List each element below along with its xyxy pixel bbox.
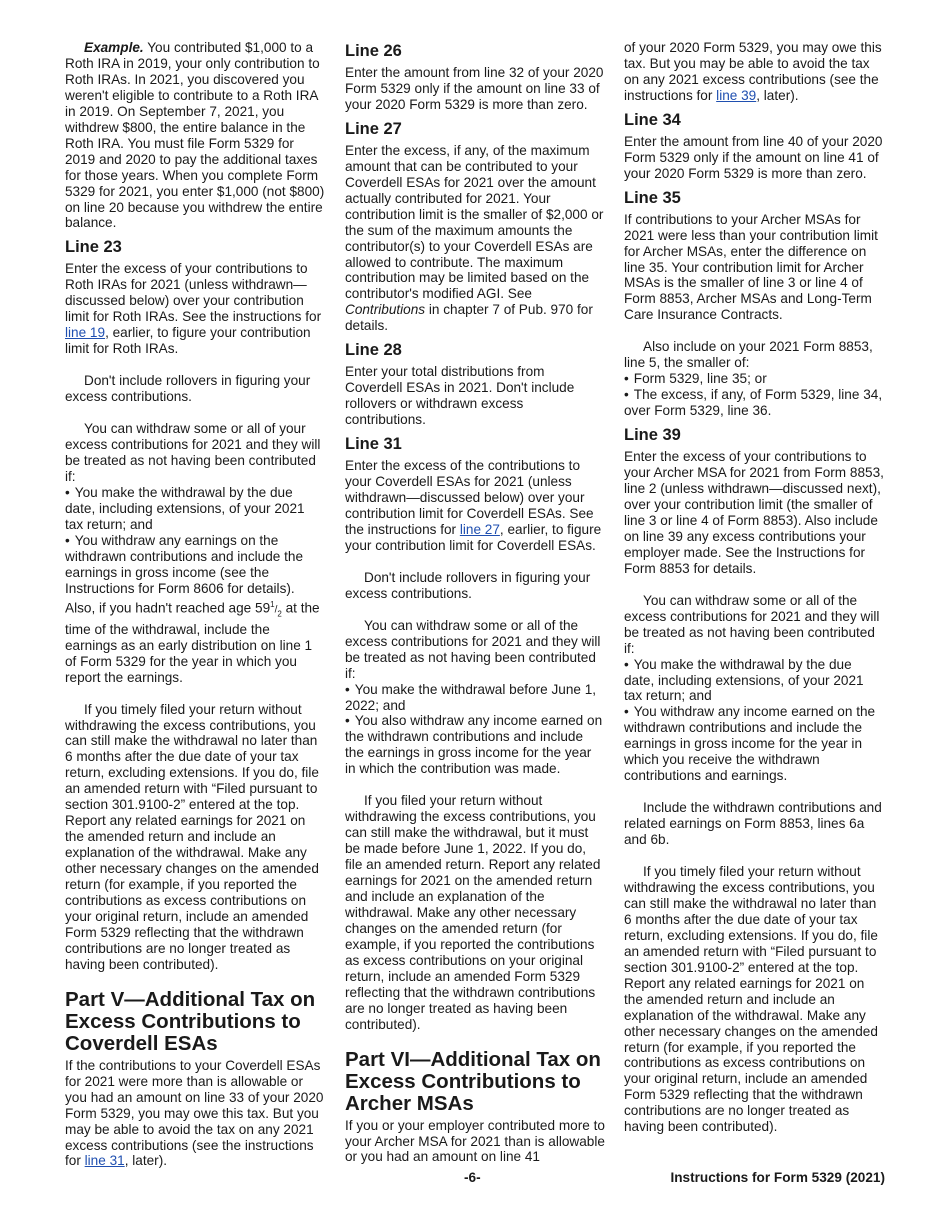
heading-line-27: Line 27 xyxy=(345,119,402,138)
bullet-item: • The excess, if any, of Form 5329, line 34, over Form 5329, line 36. xyxy=(624,387,883,419)
bullet-icon: • xyxy=(345,713,350,729)
heading-line-26: Line 26 xyxy=(345,42,402,60)
column-1 xyxy=(65,40,325,1169)
bullet-item: • You withdraw any earnings on the withdrawn contributions and include the earnings in gross income (see the Instructions for Form 8606 for details). Also, if you hadn't reached age $59^1/_2$ at the time of the withdrawal, include the earnings as an early distribution on line 1 of Form 5329 for the year in which you report the earnings. xyxy=(65,532,320,685)
bullet-item: • Form 5329, line 35; or xyxy=(624,371,767,387)
timely-filed-paragraph: If you timely filed your return without withdrawing the excess contributions, you can still make the withdrawal no later than 6 months after the due date of your tax return, excluding extensions. If you do, file an amended return with “Filed pursuant to section 301.9100-2” entered at the top. Report any related earnings for 2021 on the amended return and include an explanation of the withdrawal. Make any other necessary changes on the amended return (for example, if you reported the contributions as excess contributions on your original return, include an amended Form 5329 reflecting that the withdrawn contributions are no longer treated as having been contributed). xyxy=(624,864,878,1135)
bullet-icon: • xyxy=(624,704,629,720)
link-line-39[interactable]: line 39 xyxy=(716,87,757,103)
also-include-paragraph: Also include on your 2021 Form 8853, line 5, the smaller of: xyxy=(624,339,873,371)
page-number: -6- xyxy=(464,1170,481,1185)
line-28-text: Enter your total distributions from Coverdell ESAs in 2021. Don't include rollovers or withdrawn excess contributions. xyxy=(345,364,575,428)
timely-filed-paragraph: If you timely filed your return without withdrawing the excess contributions, you can still make the withdrawal no later than 6 months after the due date of your tax return, excluding extensions. If you do, file an amended return with “Filed pursuant to section 301.9100-2” entered at the top. Report any related earnings for 2021 on the amended return and include an explanation of the withdrawal. Make any other necessary changes on the amended return (for example, if you reported the contributions as excess contributions on your original return, include an amended Form 5329 reflecting that the withdrawn contributions are no longer treated as having been contributed). xyxy=(65,701,319,972)
part-v-text: If the contributions to your Coverdell ESAs for 2021 were more than is allowable or you had an amount on line 33 of your 2020 Form 5329, you may owe this tax. But you may be able to avoid the tax on any 2021 excess contributions (see the instructions for line 31, later). xyxy=(65,1057,324,1169)
withdraw-paragraph: You can withdraw some or all of your excess contributions for 2021 and they will be treated as not having been contributed if: xyxy=(65,421,321,484)
bullet-item: • You also withdraw any income earned on the withdrawn contributions and include the earnings in gross income for the year in which the contribution was made. xyxy=(345,713,603,777)
link-line-19[interactable]: line 19 xyxy=(65,325,106,341)
heading-line-23: Line 23 xyxy=(65,238,122,257)
link-line-31[interactable]: line 31 xyxy=(84,1153,125,1169)
filed-return-paragraph: If you filed your return without withdrawing the excess contributions, you can still make the withdrawal, but it must be made before June 1, 2022. If you do, file an amended return. Report any related earnings for 2021 on the amended return and include an explanation of the withdrawal. Make any other necessary changes on the amended return (for example, if you reported the contributions as excess contributions on your original return, include an amended Form 5329 reflecting that the withdrawn contributions are no longer treated as having been contributed). xyxy=(345,793,601,1032)
column-2 xyxy=(345,40,605,1165)
example-label: Example. xyxy=(84,40,144,55)
line-39-text: Enter the excess of your contributions to your Archer MSA for 2021 from Form 8853, line 2 (unless withdrawn—discussed next), over your contribution limit (the smaller of line 3 or line 4 of Form 8853). Also include on line 39 any excess contributions your employer made. See the Instructions for Form 8853 for details. xyxy=(624,449,884,576)
bullet-icon: • xyxy=(624,387,629,403)
heading-line-31: Line 31 xyxy=(345,435,402,454)
withdraw-paragraph: You can withdraw some or all of the excess contributions for 2021 and they will be treated as not having been contributed if: xyxy=(624,592,880,656)
bullet-icon: • xyxy=(624,656,629,672)
bullet-icon: • xyxy=(624,371,629,387)
line-27-text: Enter the excess, if any, of the maximum amount that can be contributed to your Coverdell ESAs for 2021 over the amount actually contributed for 2021. Your contribution limit is the smaller of $2,000 or the sum of the maximum amounts the contributor(s) to your Coverdell ESAs are allowed to contribute. The maximum contribution may be limited based on the contributor's modified AGI. See Contributions in chapter 7 of Pub. 970 for details. xyxy=(345,142,604,334)
heading-line-28: Line 28 xyxy=(345,341,402,360)
line-26-text: Enter the amount from line 32 of your 2020 Form 5329 only if the amount on line 33 of your 2020 Form 5329 is more than zero. xyxy=(345,65,604,112)
example-paragraph: Example. You contributed $1,000 to a Roth IRA in 2019, your only contribution to Roth IRAs. In 2021, you discovered you weren't eligible to contribute to a Roth IRA in 2019. On September 7, 2021, you withdrew $800, the entire balance in the Roth IRA. You must file Form 5329 for 2019 and 2020 to pay the additional taxes for those years. When you complete Form 5329 for 2021, you enter $1,000 (not $800) on line 20 because you withdrew the entire balance. xyxy=(65,40,325,231)
rollover-note: Don't include rollovers in figuring your excess contributions. xyxy=(345,569,591,601)
part-vi-continued: of your 2020 Form 5329, you may owe this tax. But you may be able to avoid the tax on any 2021 excess contributions (see the instructions for line 39, later). xyxy=(624,40,882,103)
heading-line-35: Line 35 xyxy=(624,188,681,207)
bullet-icon: • xyxy=(345,681,350,697)
part-vi-heading: Part VI—Additional Tax on Excess Contributions to Archer MSAs xyxy=(345,1047,601,1115)
link-line-27[interactable]: line 27 xyxy=(459,521,500,537)
footer-title: Instructions for Form 5329 (2021) xyxy=(670,1170,885,1185)
bullet-item: • You withdraw any income earned on the withdrawn contributions and include the earnings in gross income for the year in which you receive the withdrawn contributions and earnings. xyxy=(624,704,876,784)
rollover-note: Don't include rollovers in figuring your excess contributions. xyxy=(65,373,311,405)
bullet-icon: • xyxy=(65,532,70,548)
bullet-icon: • xyxy=(65,484,70,500)
column-3 xyxy=(624,40,884,1135)
include-withdrawn-paragraph: Include the withdrawn contributions and related earnings on Form 8853, lines 6a and 6b. xyxy=(624,800,882,848)
line-34-text: Enter the amount from line 40 of your 2020 Form 5329 only if the amount on line 41 of your 2020 Form 5329 is more than zero. xyxy=(624,133,883,181)
bullet-item: • You make the withdrawal by the due date, including extensions, of your 2021 tax return; and xyxy=(624,656,864,704)
part-v-heading: Part V—Additional Tax on Excess Contributions to Coverdell ESAs xyxy=(65,987,316,1055)
withdraw-paragraph: You can withdraw some or all of the excess contributions for 2021 and they will be treated as not having been contributed if: xyxy=(345,617,601,681)
line-31-text: Enter the excess of the contributions to your Coverdell ESAs for 2021 (unless withdrawn—discussed below) over your contribution limit for Coverdell ESAs. See the instructions for line 27, earlier, to figure your contribution limit for Coverdell ESAs. xyxy=(345,458,602,553)
bullet-item: • You make the withdrawal by the due date, including extensions, of your 2021 tax return; and xyxy=(65,484,305,532)
line-35-text: If contributions to your Archer MSAs for 2021 were less than your contribution limit for Archer MSAs, enter the difference on line 35. Your contribution limit for Archer MSAs is the smaller of line 3 or line 4 of Form 8853, Archer MSAs and Long-Term Care Insurance Contracts. xyxy=(624,211,878,323)
heading-line-34: Line 34 xyxy=(624,110,681,129)
bullet-item: • You make the withdrawal before June 1, 2022; and xyxy=(345,681,597,713)
line-23-text: Enter the excess of your contributions to Roth IRAs for 2021 (unless withdrawn—discussed below) over your contribution limit for Roth IRAs. See the instructions for line 19, earlier, to figure your contribution limit for Roth IRAs. xyxy=(65,261,322,357)
part-vi-text: If you or your employer contributed more to your Archer MSA for 2021 than is allowable or you had an amount on line 41 xyxy=(345,1117,605,1165)
heading-line-39: Line 39 xyxy=(624,426,681,445)
